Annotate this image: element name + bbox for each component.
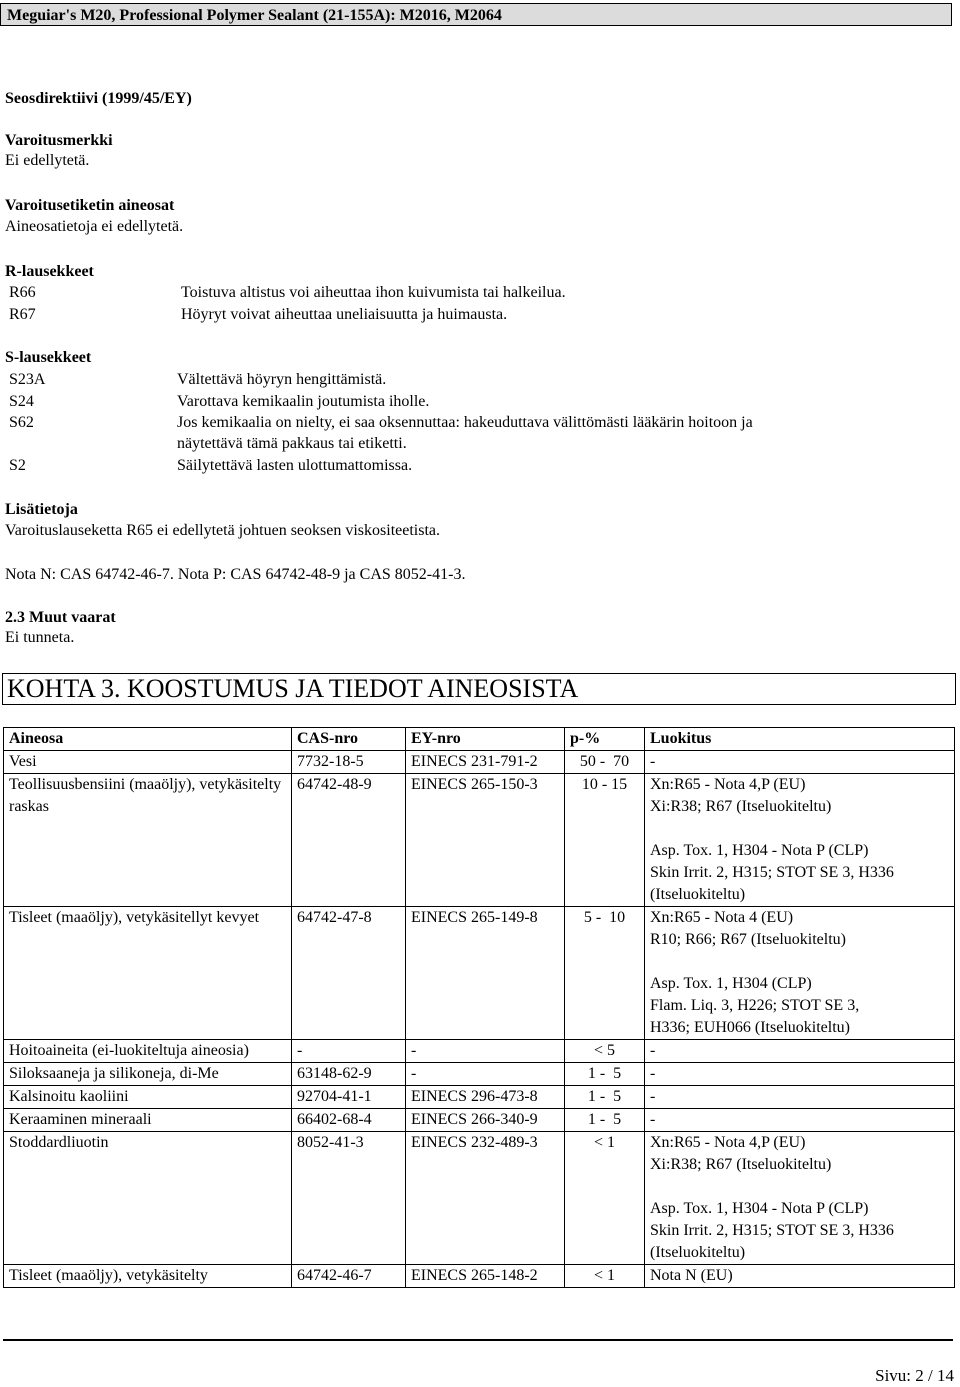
r-phrase-text: Toistuva altistus voi aiheuttaa ihon kuivumista tai halkeilua. (181, 284, 566, 301)
table-cell-pct: 1 - 5 (565, 1086, 645, 1109)
table-cell-cas: 92704-41-1 (292, 1086, 406, 1109)
directive-heading: Seosdirektiivi (1999/45/EY) (5, 90, 192, 107)
table-cell-cas: - (292, 1040, 406, 1063)
composition-table (3, 727, 955, 1288)
table-cell-name: Teollisuusbensiini (maaöljy), vetykäsitelty raskas (4, 774, 292, 907)
table-cell-ec: - (406, 1063, 565, 1086)
s-phrase-text: Vältettävä höyryn hengittämistä. (177, 371, 387, 388)
table-cell-name: Siloksaaneja ja silikoneja, di-Me (4, 1063, 292, 1086)
table-row (4, 907, 955, 1040)
table-header-cell: Luokitus (645, 728, 955, 751)
table-cell-pct: < 1 (565, 1132, 645, 1265)
s-phrase-text: Varottava kemikaalin joutumista iholle. (177, 393, 430, 410)
table-header-cell: p-% (565, 728, 645, 751)
table-row (4, 751, 955, 774)
table-cell-name: Tisleet (maaöljy), vetykäsitelty (4, 1265, 292, 1288)
table-row (4, 1086, 955, 1109)
table-cell-cas: 64742-48-9 (292, 774, 406, 907)
table-cell-ec: EINECS 296-473-8 (406, 1086, 565, 1109)
table-cell-name: Kalsinoitu kaoliini (4, 1086, 292, 1109)
table-cell-class: Xn:R65 - Nota 4,P (EU) Xi:R38; R67 (Itseluokiteltu) Asp. Tox. 1, H304 - Nota P (CLP) Skin Irrit. 2, H315; STOT SE 3, H336 (Itseluokiteltu) (645, 1132, 955, 1265)
nota-line: Nota N: CAS 64742-46-7. Nota P: CAS 64742-48-9 ja CAS 8052-41-3. (5, 566, 466, 583)
additional-info-heading: Lisätietoja (5, 501, 78, 518)
table-row (4, 1040, 955, 1063)
document-header: Meguiar's M20, Professional Polymer Sealant (21-155A): M2016, M2064 (0, 3, 952, 26)
other-hazards-heading: 2.3 Muut vaarat (5, 609, 116, 626)
additional-info-line: Varoituslauseketta R65 ei edellytetä johtuen seoksen viskositeetista. (5, 522, 441, 539)
table-row (4, 1063, 955, 1086)
table-cell-pct: 1 - 5 (565, 1063, 645, 1086)
table-cell-class: - (645, 1109, 955, 1132)
other-hazards-value: Ei tunneta. (5, 629, 75, 646)
s-phrase-code: S2 (9, 457, 26, 474)
table-cell-pct: 10 - 15 (565, 774, 645, 907)
table-cell-name: Tisleet (maaöljy), vetykäsitellyt kevyet (4, 907, 292, 1040)
s-phrase-text: Jos kemikaalia on nielty, ei saa oksennuttaa: hakeuduttava välittömästi lääkärin hoitoon ja (177, 414, 753, 431)
table-cell-cas: 66402-68-4 (292, 1109, 406, 1132)
table-cell-pct: < 5 (565, 1040, 645, 1063)
s-phrase-text-continued: näytettävä tämä pakkaus tai etiketti. (177, 435, 407, 452)
table-cell-pct: < 1 (565, 1265, 645, 1288)
s-phrase-code: S24 (9, 393, 34, 410)
table-cell-ec: EINECS 265-150-3 (406, 774, 565, 907)
table-cell-name: Vesi (4, 751, 292, 774)
table-cell-name: Stoddardliuotin (4, 1132, 292, 1265)
table-cell-ec: EINECS 266-340-9 (406, 1109, 565, 1132)
table-cell-cas: 8052-41-3 (292, 1132, 406, 1265)
table-header-row (4, 728, 955, 751)
table-cell-pct: 50 - 70 (565, 751, 645, 774)
s-phrases-heading: S-lausekkeet (5, 349, 92, 366)
table-cell-cas: 64742-46-7 (292, 1265, 406, 1288)
warning-sign-value: Ei edellytetä. (5, 152, 90, 169)
table-header-cell: EY-nro (406, 728, 565, 751)
table-cell-cas: 63148-62-9 (292, 1063, 406, 1086)
table-cell-ec: EINECS 232-489-3 (406, 1132, 565, 1265)
table-cell-ec: EINECS 265-149-8 (406, 907, 565, 1040)
r-phrases-heading: R-lausekkeet (5, 263, 94, 280)
table-cell-class: - (645, 1040, 955, 1063)
table-cell-ec: EINECS 231-791-2 (406, 751, 565, 774)
table-header-cell: CAS-nro (292, 728, 406, 751)
table-cell-class: - (645, 1063, 955, 1086)
page-number: Sivu: 2 / 14 (875, 1366, 954, 1385)
footer-divider (3, 1339, 953, 1341)
table-cell-cas: 7732-18-5 (292, 751, 406, 774)
table-cell-ec: EINECS 265-148-2 (406, 1265, 565, 1288)
warning-sign-heading: Varoitusmerkki (5, 132, 113, 149)
table-cell-class: Xn:R65 - Nota 4,P (EU) Xi:R38; R67 (Itseluokiteltu) Asp. Tox. 1, H304 - Nota P (CLP) Skin Irrit. 2, H315; STOT SE 3, H336 (Itseluokiteltu) (645, 774, 955, 907)
table-cell-pct: 5 - 10 (565, 907, 645, 1040)
s-phrase-code: S23A (9, 371, 46, 388)
r-phrase-code: R67 (9, 306, 36, 323)
table-cell-cas: 64742-47-8 (292, 907, 406, 1040)
table-cell-name: Keraaminen mineraali (4, 1109, 292, 1132)
table-cell-class: Xn:R65 - Nota 4 (EU) R10; R66; R67 (Itseluokiteltu) Asp. Tox. 1, H304 (CLP) Flam. Liq. 3, H226; STOT SE 3, H336; EUH066 (Itseluokiteltu) (645, 907, 955, 1040)
table-row (4, 1265, 955, 1288)
table-row (4, 1109, 955, 1132)
table-row (4, 774, 955, 907)
s-phrase-text: Säilytettävä lasten ulottumattomissa. (177, 457, 413, 474)
table-cell-class: - (645, 1086, 955, 1109)
section-3-title: KOHTA 3. KOOSTUMUS JA TIEDOT AINEOSISTA (2, 673, 956, 705)
s-phrase-code: S62 (9, 414, 34, 431)
r-phrase-code: R66 (9, 284, 36, 301)
table-cell-name: Hoitoaineita (ei-luokiteltuja aineosia) (4, 1040, 292, 1063)
label-ingredients-value: Aineosatietoja ei edellytetä. (5, 218, 184, 235)
table-row (4, 1132, 955, 1265)
table-cell-class: Nota N (EU) (645, 1265, 955, 1288)
table-header-cell: Aineosa (4, 728, 292, 751)
table-cell-ec: - (406, 1040, 565, 1063)
label-ingredients-heading: Varoitusetiketin aineosat (5, 197, 175, 214)
table-cell-pct: 1 - 5 (565, 1109, 645, 1132)
table-cell-class: - (645, 751, 955, 774)
r-phrase-text: Höyryt voivat aiheuttaa uneliaisuutta ja huimausta. (181, 306, 508, 323)
